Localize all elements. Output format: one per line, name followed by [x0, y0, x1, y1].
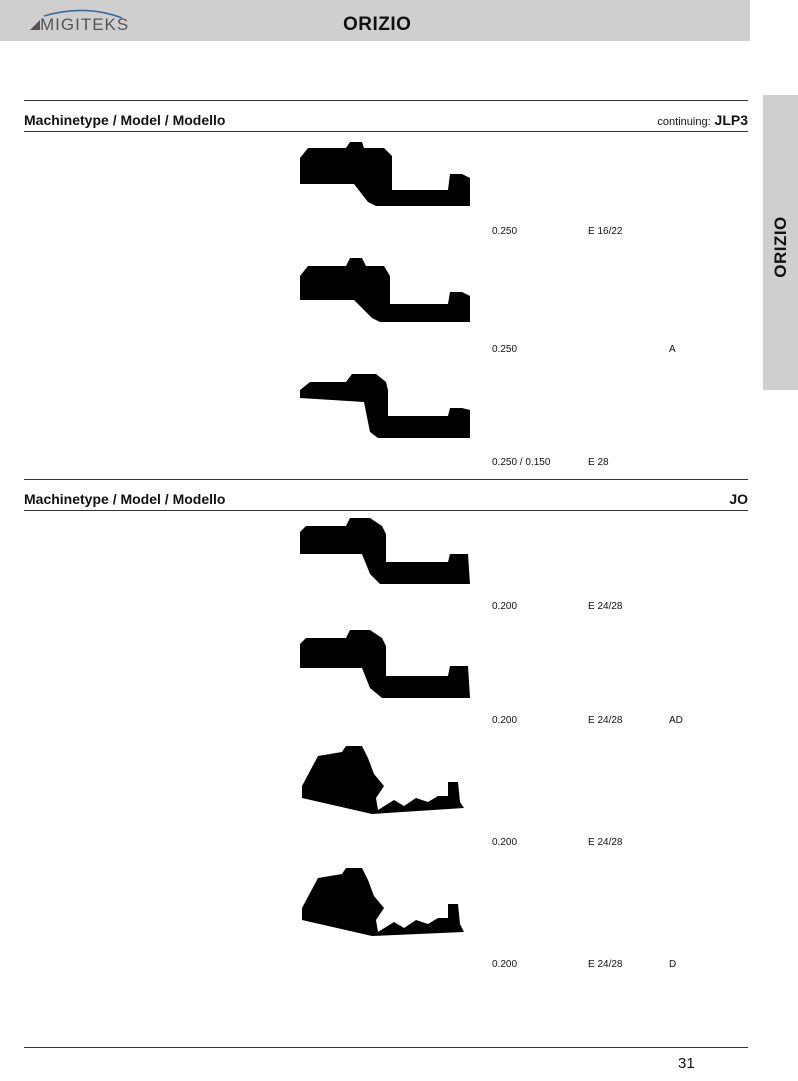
thickness-value: 0.250	[492, 344, 518, 355]
continuing-label: continuing:	[657, 116, 711, 128]
thickness-value: 0.250 / 0.150	[492, 457, 551, 468]
gauge-value: E 24/28	[588, 837, 623, 848]
header-bar	[0, 0, 750, 41]
gauge-value: E 28	[588, 457, 609, 468]
sinker-profile	[298, 368, 478, 446]
code-value: D	[669, 959, 677, 970]
sinker-profile	[298, 864, 478, 942]
thickness-value: 0.250	[492, 226, 518, 237]
section-title: Machinetype / Model / Modello	[24, 491, 226, 507]
section-title: Machinetype / Model / Modello	[24, 112, 226, 128]
thickness-value: 0.200	[492, 959, 518, 970]
gauge-value: E 16/22	[588, 226, 623, 237]
gauge-value: E 24/28	[588, 715, 623, 726]
thickness-value: 0.200	[492, 715, 518, 726]
section-model	[657, 112, 748, 128]
thickness-value: 0.200	[492, 837, 518, 848]
migiteks-logo	[30, 6, 140, 36]
side-tab-label: ORIZIO	[770, 216, 790, 278]
gauge-value: E 24/28	[588, 959, 623, 970]
page-number: 31	[678, 1055, 695, 1072]
section-header-jo	[24, 479, 748, 511]
code-value: A	[669, 344, 676, 355]
code-value: AD	[669, 715, 683, 726]
model-name: JO	[729, 491, 748, 507]
footer-divider	[24, 1047, 748, 1048]
sinker-profile	[298, 140, 478, 218]
model-name: JLP3	[714, 112, 748, 128]
gauge-value: E 24/28	[588, 601, 623, 612]
sinker-profile	[298, 254, 478, 332]
sinker-profile	[298, 742, 478, 820]
svg-text:MIGITEKS: MIGITEKS	[40, 15, 130, 34]
sinker-profile	[298, 628, 478, 706]
sinker-profile	[298, 514, 478, 592]
thickness-value: 0.200	[492, 601, 518, 612]
side-tab	[763, 95, 798, 390]
brand-title: ORIZIO	[343, 14, 412, 35]
section-header-jlp3	[24, 100, 748, 132]
